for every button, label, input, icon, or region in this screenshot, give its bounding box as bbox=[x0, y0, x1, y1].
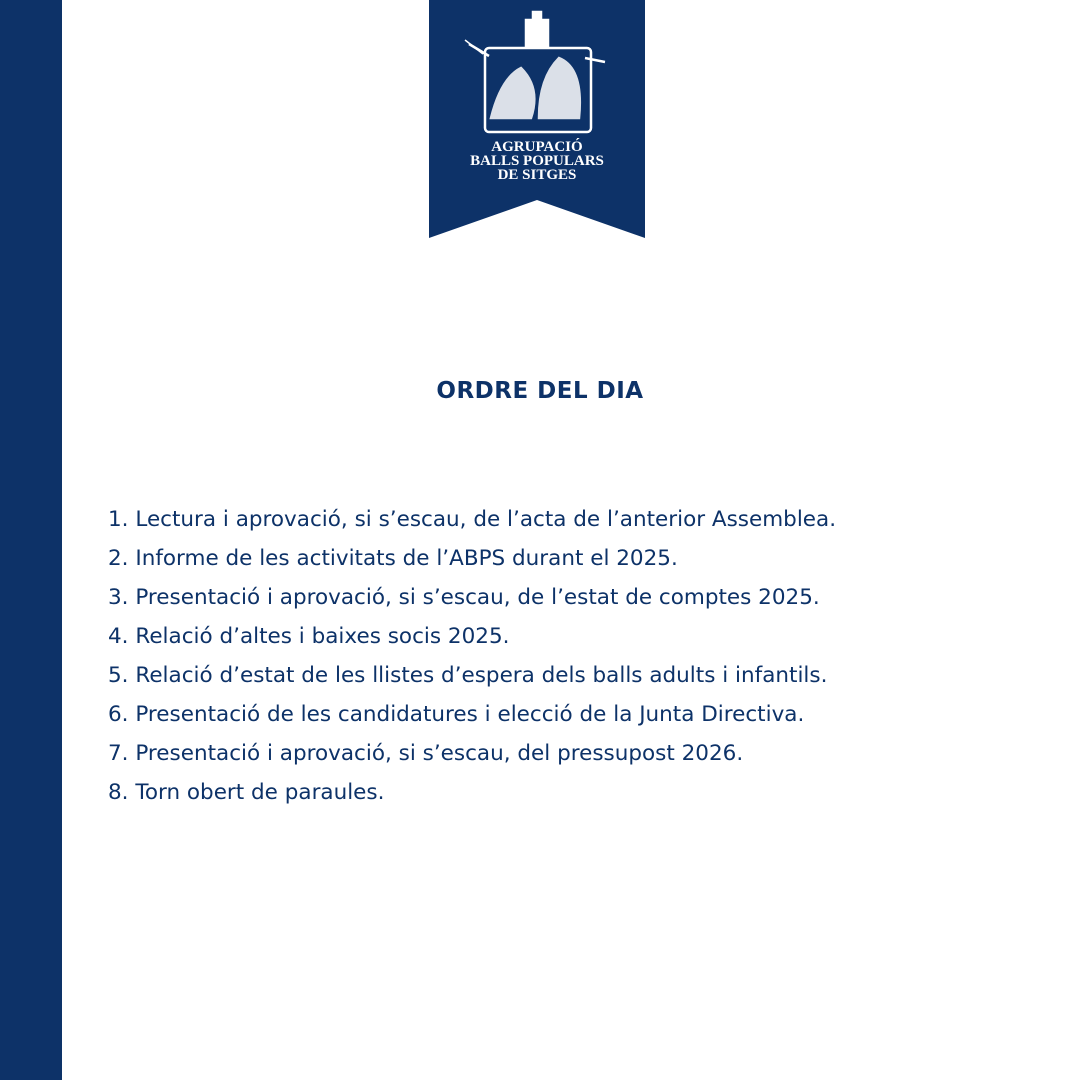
agenda-item: 3. Presentació i aprovació, si s’escau, de l’estat de comptes 2025. bbox=[108, 585, 820, 610]
agenda-item: 5. Relació d’estat de les llistes d’espera dels balls adults i infantils. bbox=[108, 663, 828, 688]
agenda-item: 8. Torn obert de paraules. bbox=[108, 780, 385, 805]
agenda-item: 1. Lectura i aprovació, si s’escau, de l’acta de l’anterior Assemblea. bbox=[108, 507, 837, 532]
logo-text-line: AGRUPACIÓ bbox=[491, 139, 583, 155]
logo-text-line: DE SITGES bbox=[497, 167, 577, 183]
agenda-item: 4. Relació d’altes i baixes socis 2025. bbox=[108, 624, 510, 649]
logo-banner bbox=[429, 0, 645, 238]
agenda-item: 2. Informe de les activitats de l’ABPS durant el 2025. bbox=[108, 546, 678, 571]
agenda-item: 7. Presentació i aprovació, si s’escau, del pressupost 2026. bbox=[108, 741, 744, 766]
left-sidebar-bar bbox=[0, 0, 62, 1080]
banner-shape bbox=[429, 0, 645, 238]
page-title: ORDRE DEL DIA bbox=[436, 378, 644, 404]
logo-text-line: BALLS POPULARS bbox=[470, 153, 604, 169]
agenda-item: 6. Presentació de les candidatures i elecció de la Junta Directiva. bbox=[108, 702, 805, 727]
agenda-list bbox=[108, 500, 836, 812]
